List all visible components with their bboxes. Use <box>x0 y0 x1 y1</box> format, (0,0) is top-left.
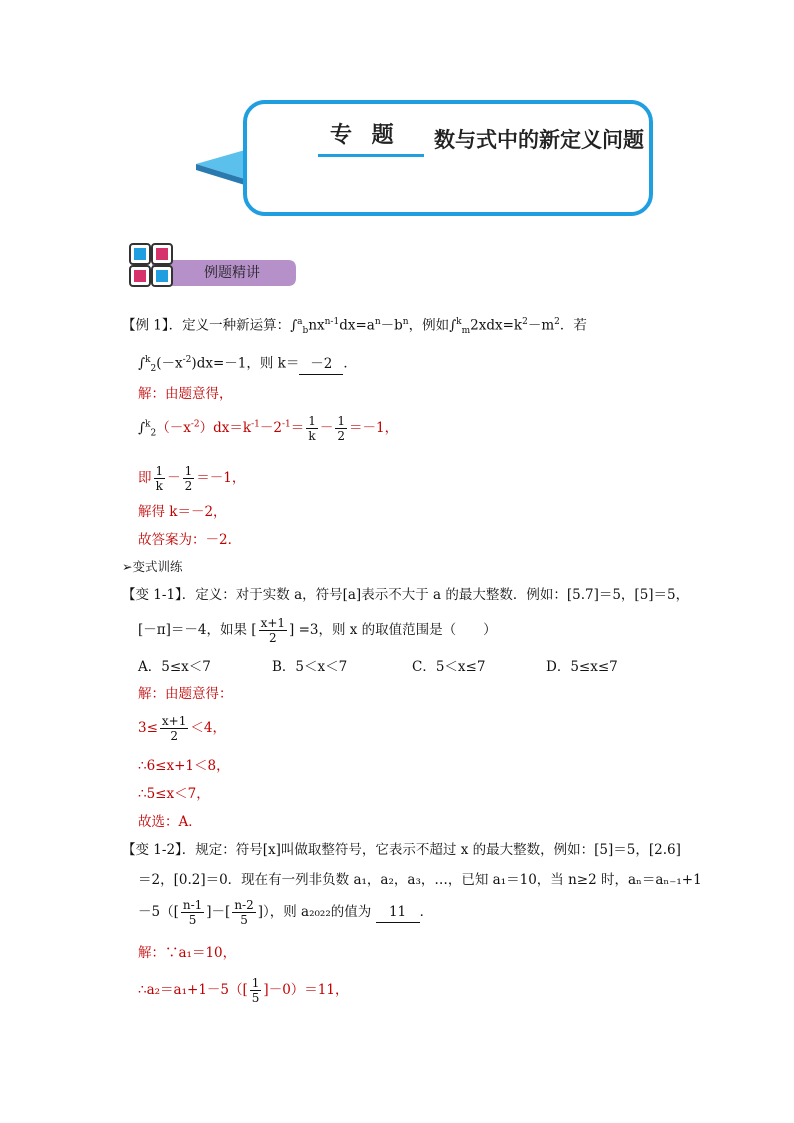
example1-statement-line1: 【例 1】．定义一种新运算：$\int^a_bnx^{n-1}dx=a^n-b^n$，例如$\int^k_m2xdx=k^2-m^2$．若 <box>122 317 587 337</box>
option-c: C．5＜x≤7 <box>412 659 486 675</box>
variant1-2-solution-line2: ∴a₂＝a₁+1－5（[ $\frac{1}{5}$ ]－0）＝11， <box>138 976 349 1005</box>
variant1-1-solution-line3: ∴6≤x+1＜8， <box>138 758 230 774</box>
variant1-2-line2: ＝2，[0.2]＝0．现在有一列非负数 a₁，a₂，a₃，…，已知 a₁＝10，当 n≥2 时，aₙ＝aₙ₋₁+1 <box>138 872 702 888</box>
option-d: D．5≤x≤7 <box>546 659 618 675</box>
variant1-2-solution-line1: 解：∵a₁＝10， <box>138 945 237 961</box>
example1-solution-line5: 故答案为：－2． <box>138 532 242 548</box>
variant1-2-answer-blank: 11 <box>376 902 420 923</box>
variant-training-heading: ➢变式训练 <box>122 559 183 574</box>
header-frame <box>243 100 653 216</box>
example1-solution-line1: 解：由题意得， <box>138 386 233 402</box>
header-topic: 专 题 <box>330 122 400 148</box>
example1-answer-blank: －2 <box>299 354 343 375</box>
header-underline <box>318 154 424 157</box>
example1-solution-line4: 解得 k＝－2， <box>138 504 227 520</box>
page-title: 数与式中的新定义问题 <box>434 127 644 152</box>
section-badge <box>128 242 296 292</box>
variant1-2-line3: －5（[ $\frac{n-1}{5}$ ]－[ $\frac{n-2}{5}$ ]），则 a₂₀₂₂的值为 11 ． <box>138 898 434 927</box>
example1-solution-line3: 即 $\frac{1}{k}$ － $\frac{1}{2}$ ＝－1， <box>138 464 246 493</box>
option-b: B．5＜x＜7 <box>272 659 348 675</box>
example1-solution-line2: $\int^k_2(-x^{-2})dx=k^{-1}-2^{-1}=$ $\frac{1}{k}$ － $\frac{1}{2}$ ＝－1， <box>138 414 399 443</box>
variant1-1-solution-line5: 故选：A． <box>138 814 202 830</box>
variant1-1-solution-line1: 解：由题意得： <box>138 686 233 702</box>
variant1-1-solution-line4: ∴5≤x＜7， <box>138 786 210 802</box>
variant1-2-line1: 【变 1-2】．规定：符号[x]叫做取整符号，它表示不超过 x 的最大整数，例如：[5]＝5，[2.6] <box>122 842 681 858</box>
example1-statement-line2: $\int^k_2(-x^{-2})dx=-1$，则 k＝ －2 ． <box>138 355 357 375</box>
option-a: A．5≤x＜7 <box>138 659 211 675</box>
section-badge-label: 例题精讲 <box>204 265 260 281</box>
variant1-1-solution-line2: 3≤ $\frac{x+1}{2}$ ＜4， <box>138 714 226 743</box>
variant1-1-line1: 【变 1-1】．定义：对于实数 a，符号[a]表示不大于 a 的最大整数．例如：[5.7]＝5，[5]＝5， <box>122 587 690 603</box>
variant1-1-line2: [－π]＝－4，如果 [ $\frac{x+1}{2}$ ] =3，则 x 的取值范围是（ ） <box>138 616 497 645</box>
